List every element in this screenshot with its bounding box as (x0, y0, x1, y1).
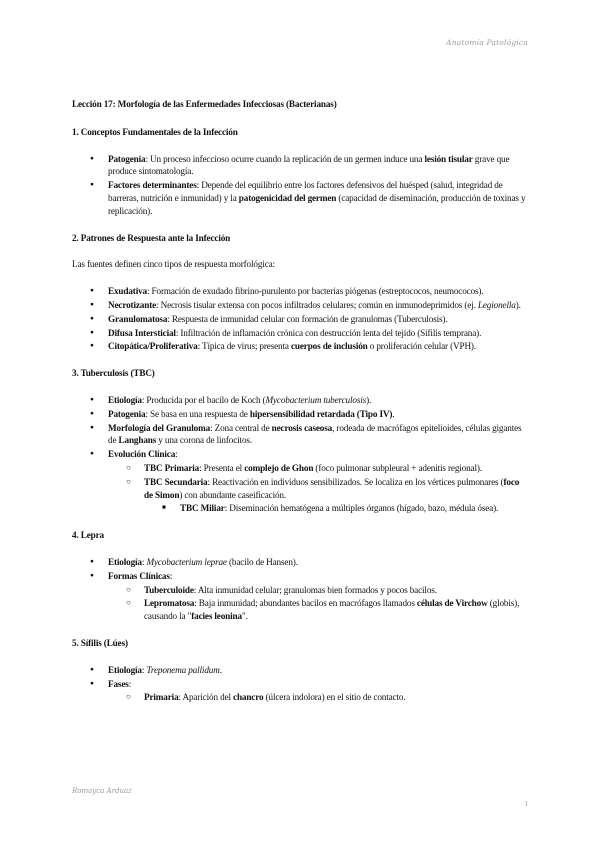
list-item: ● Fases: ○ Primaria: Aparición del chancro (úlcera indolora) en el sitio de contacto. (108, 678, 530, 705)
list-item: ● Factores determinantes: Depende del equilibrio entre los factores defensivos del huésped (salud, integridad de barreras, nutrición e inmunidad) y la patogenicidad del germen (capacidad de diseminación, producción de toxinas y replicación). (108, 179, 530, 217)
list-item: ● Exudativa: Formación de exudado fibrino-purulento por bacterias piógenas (estreptococos, neumococos). (108, 285, 530, 298)
section-4-list (72, 556, 530, 623)
section-1-list (72, 153, 530, 218)
section-5-list (72, 664, 530, 704)
document-body (72, 98, 530, 718)
sublist-item: ○ Tuberculoide: Alta inmunidad celular; granulomas bien formados y pocos bacilos. (144, 584, 530, 597)
section-2-intro: Las fuentes definen cinco tipos de respuesta morfológica: (72, 259, 275, 270)
sublist-item: ○ Primaria: Aparición del chancro (úlcera indolora) en el sitio de contacto. (144, 691, 530, 704)
list-item: ● Citopática/Proliferativa: Típica de virus; presenta cuerpos de inclusión o proliferación celular (VPH). (108, 340, 530, 353)
list-item: ● Morfología del Granuloma: Zona central de necrosis caseosa, rodeada de macrófagos epitelioides, células gigantes de Langhans y una corona de linfocitos. (108, 422, 530, 448)
list-item: ● Etiología: Mycobacterium leprae (bacilo de Hansen). (108, 556, 530, 569)
sublist-item: ○ Lepromatosa: Baja inmunidad; abundantes bacilos en macrófagos llamados células de Virchow (globis), causando la "facies leonina". (144, 597, 530, 623)
nested-sublist-item: ■ TBC Miliar: Diseminación hematógena a múltiples órganos (hígado, bazo, médula ósea). (180, 502, 530, 515)
list-item: ● Granulomatosa: Respuesta de inmunidad celular con formación de granulomas (Tuberculosis). (108, 313, 530, 326)
document-title: Lección 17: Morfología de las Enfermedades Infecciosas (Bacterianas) (72, 99, 337, 109)
sublist (108, 584, 530, 623)
section-heading-3: 3. Tuberculosis (TBC) (72, 368, 155, 379)
section-heading-1: 1. Conceptos Fundamentales de la Infección (72, 126, 238, 137)
nested-sublist (144, 502, 530, 515)
list-item: ● Patogenia: Se basa en una respuesta de hipersensibilidad retardada (Tipo IV). (108, 408, 530, 421)
sublist (108, 691, 530, 704)
list-item: ● Etiología: Treponema pallidum. (108, 664, 530, 677)
running-header: Anatomía Patológica (446, 38, 528, 47)
list-item: ● Evolución Clínica: ○ TBC Primaria: Presenta el complejo de Ghon (foco pulmonar subpleural + adenitis regional). ○ TBC Secundaria: Reactivación en individuos sensibilizados. Se localiza en los vértices pulmonares (foco de Simon) con abundante caseificación. ■ TBC Miliar: Diseminación hematógena a múltiples órganos (hígado, bazo, médula ósea). (108, 448, 530, 515)
list-item: ● Difusa Intersticial: Infiltración de inflamación crónica con destrucción lenta del tejido (Sífilis temprana). (108, 327, 530, 340)
section-heading-2: 2. Patrones de Respuesta ante la Infección (72, 232, 231, 243)
sublist-item: ○ TBC Primaria: Presenta el complejo de Ghon (foco pulmonar subpleural + adenitis regional). (144, 462, 530, 475)
sublist-item: ○ TBC Secundaria: Reactivación en individuos sensibilizados. Se localiza en los vértices pulmonares (foco de Simon) con abundante caseificación. ■ TBC Miliar: Diseminación hematógena a múltiples órganos (hígado, bazo, médula ósea). (144, 476, 530, 515)
list-item: ● Formas Clínicas: ○ Tuberculoide: Alta inmunidad celular; granulomas bien formados y pocos bacilos. ○ Lepromatosa: Baja inmunidad; abundantes bacilos en macrófagos llamados células de Virchow (globis), causando la "facies leonina". (108, 570, 530, 623)
section-heading-5: 5. Sífilis (Lúes) (72, 637, 128, 648)
list-item: ● Necrotizante: Necrosis tisular extensa con pocos infiltrados celulares; común en inmunodeprimidos (ej. Legionella). (108, 299, 530, 312)
page-number: 1 (524, 800, 528, 808)
running-footer: Romayca Arduaz (72, 787, 132, 795)
section-heading-4: 4. Lepra (72, 530, 104, 541)
section-2-list (72, 285, 530, 353)
section-3-list (72, 394, 530, 515)
list-item: ● Patogenia: Un proceso infeccioso ocurre cuando la replicación de un germen induce una lesión tisular grave que produce sintomatología. (108, 153, 530, 179)
list-item: ● Etiología: Producida por el bacilo de Koch (Mycobacterium tuberculosis). (108, 394, 530, 407)
sublist (108, 462, 530, 515)
